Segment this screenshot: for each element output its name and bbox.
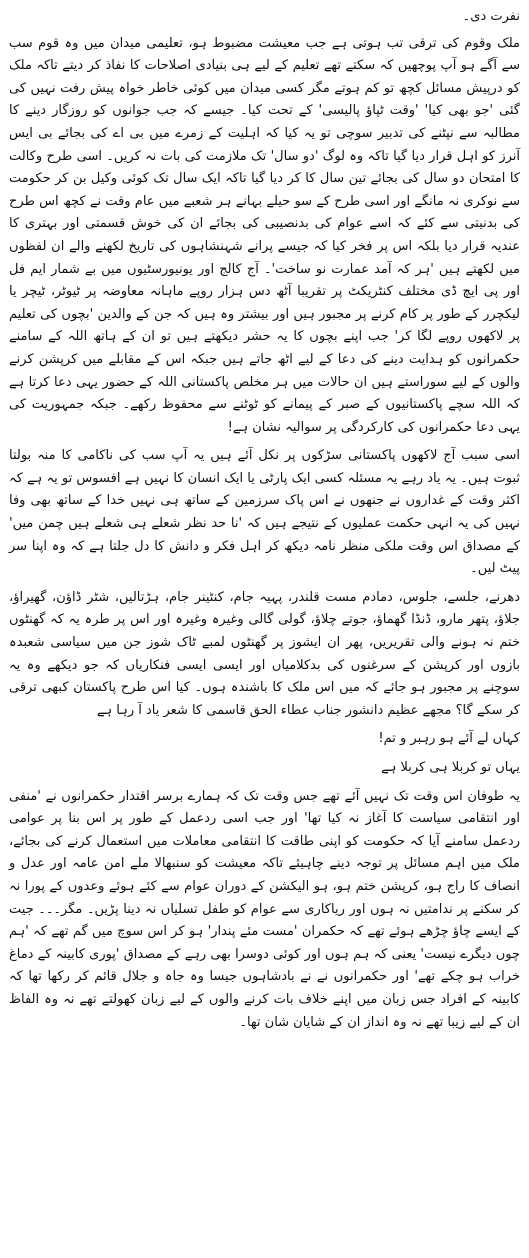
paragraph-politics: یہ طوفان اس وقت تک نہیں آئے تھے جس وقت تک کہ ہمارے برسر اقتدار حکمرانوں نے 'منفی اور انتقامی سیاست کا آغاز نہ کیا تھا' اور جب اسی ردعمل کے طور پر اس بنا پر عوامی ردعمل سامنے آیا کہ حکومت کو اپنی طاقت کا انتقامی معاملات میں استعمال کرنے کی بجائے، ملک میں اہم مسائل پر توجہ دینے چاہیئے تاکہ معیشت کو سنبھالا ملے امن عامہ اور عدل و انصاف کا راج ہو، کرپشن ختم ہو، ہو الیکشن کے دوران عوام سے کئے ہوئے وعدوں کے پورا نہ کر سکنے پر ندامتیں نہ ہوں اور ریاکاری سے عوام کو طفل تسلیاں نہ دینا پڑیں۔ مگر۔۔۔ جیت کے ایسے چاؤ چڑھے ہوئے تھے کہ حکمران 'مست مئے پندار' ہو کر اس سوچ میں گم تھے کہ 'ہم چوں دیگرے نیست' یعنی کہ ہم ہوں اور کوئی دوسرا بھی رہے کے مصداق 'پوری کابینہ کے دماغ خراب ہو چکے تھے' اور حکمرانوں نے نے بادشاہوں جیسا وہ جاہ و جلال قائم کر رکھا تھا کہ کابینہ کے افراد جس زبان میں اپنے خلاف بات کرنے والوں کے لیے زبان کھولتے تھے نہ وہ الفاظ ان کے لیے زیبا تھے نہ وہ انداز ان کے شایان شان تھا۔ <box>9 788 520 1030</box>
paragraph-development: ملک وقوم کی ترقی تب ہوتی ہے جب معیشت مضبوط ہو، تعلیمی میدان میں وہ قوم سب سے آگے ہو آپ پوچھیں کہ سکتے تھے تعلیم کے لیے ہی بنیادی اصلاحات کا نفاذ کر دیتے تاکہ ملک کو درپیش مسائل کچھ تو کم ہوتے مگر کسی میدان میں کوئی خاطر خواہ پیش رفت نہیں کی گئی 'جو بھی کیا' 'وقت ٹپاؤ پالیسی' کے تحت کیا۔ جیسے کہ جب جوانوں کو روزگار دینے کا مطالبہ سے نپٹنے کی تدبیر سوچی تو یہ کیا کہ اہلیت کے زمرے میں بی اے کی بجائے بی ایس آنرز کو اہل قرار دیا گیا تاکہ وہ لوگ 'دو سال' تک ملازمت کی بات نہ کریں۔ اسی طرح وکالت کا امتحان دو سال کی بجائے تین سال کا کر دیا گیا تاکہ ایک سال تک کوئی وکیل بن کر حکومت سے نوکری نہ مانگے اور اسی طرح کے سو حیلے بہانے ہر شعبے میں عام وقت نے کچھ اس طرح کی بدنیتی سے کئے کہ اسے عوام کی بدنصیبی کی بجائے ان کی خوش قسمتی اور بہتری کا عندیہ قرار دیا بلکہ اس پر فخر کیا کہ جیسے پرانے شہنشاہوں کی تاریخ لکھنے والے ان لفظوں میں لکھتے ہیں 'ہر کہ آمد عمارت نو ساخت'۔ آج کالج اور یونیورسٹیوں میں بے شمار ایم فل اور پی ایچ ڈی مختلف کنٹریکٹ پر تقریبا آٹھ دس ہزار روپے ماہانہ معاوضہ پر ٹیوٹر، ٹیچر یا لیکچرر کے طور پر کام کرنے پر مجبور ہیں اور بیشتر وہ ہیں کہ جن کے والدین 'بچوں کی تعلیم پر لاکھوں روپے لگا کر' جب اپنے بچوں کا یہ حشر دیکھتے ہیں تو ان کے ہاتھ اللہ کے سامنے حکمرانوں کو ہدایت دینے کی دعا کے لیے اٹھ جاتے ہیں جبکہ اس کے مقابلے میں کرپشن کرنے والوں کے لیے سوراستے ہیں ان حالات میں ہر مخلص پاکستانی اللہ کے حضور یہی دعا کرتا ہے کہ اللہ سچے پاکستانیوں کے صبر کے پیمانے کو ٹوٹنے سے محفوظ رکھے۔ جبکہ جمہوریت کی یہی دعا حکمرانوں کی کارکردگی پر سوالیہ نشان ہے! <box>9 35 520 435</box>
opening-line: نفرت دی۔ <box>462 9 520 24</box>
paragraph-protests: اسی سبب آج لاکھوں پاکستانی سڑکوں پر نکل آئے ہیں یہ آپ سب کی ناکامی کا منہ بولتا ثبوت ہیں۔ یہ یاد رہے یہ مسئلہ کسی ایک پارٹی یا ایک انسان کا نہیں ہے افسوس تو یہ ہے کہ اکثر وقت کے غداروں نے جنھوں نے اس پاک سرزمین کے ساتھ ہی نہیں خدا کے ساتھ بھی وفا نہیں کی یہ انہی حکمت عملیوں کے نتیجے ہیں کہ 'نا حد نظر شعلے ہی شعلے ہیں چمن میں' کے مصداق اس وقت ملکی منظر نامہ دیکھ کر اہل فکر و دانش کا دل جلتا ہے کہ وہ اپنا سر پیٹ لیں۔ <box>9 448 520 577</box>
verse-line-2: یہاں تو کربلا ہی کربلا ہے <box>381 760 520 775</box>
paragraph-sit-ins: دھرنے، جلسے، جلوس، دمادم مست قلندر، پہیہ جام، کنٹینر جام، ہڑتالیں، شٹر ڈاؤن، گھیراؤ، جلاؤ، پتھر مارو، ڈنڈا گھماؤ، جوتے چلاؤ، گولی گالی وغیرہ وغیرہ اور اس پر طرہ یہ کہ گھنٹوں ختم نہ ہونے والی تقریریں، پھر ان ایشوز پر گھنٹوں لمبے ٹاک شوز جن میں سیاسی شعبدہ بازوں اور کرپشن کے سرغنوں کی بدکلامیاں اور ایسی ایسی فنکاریاں کہ جو دیکھے وہ یہ سوچنے پر مجبور ہو جائے کہ میں اس ملک کا باشندہ ہوں۔ کیا اس طرح پاکستان کبھی ترقی کر سکے گا؟ مجھے عظیم دانشور جناب عطاء الحق قاسمی کا شعر یاد آ رہا ہے <box>9 589 520 718</box>
verse-line-1: کہاں لے آئے ہو رہبر و تم! <box>378 731 520 747</box>
